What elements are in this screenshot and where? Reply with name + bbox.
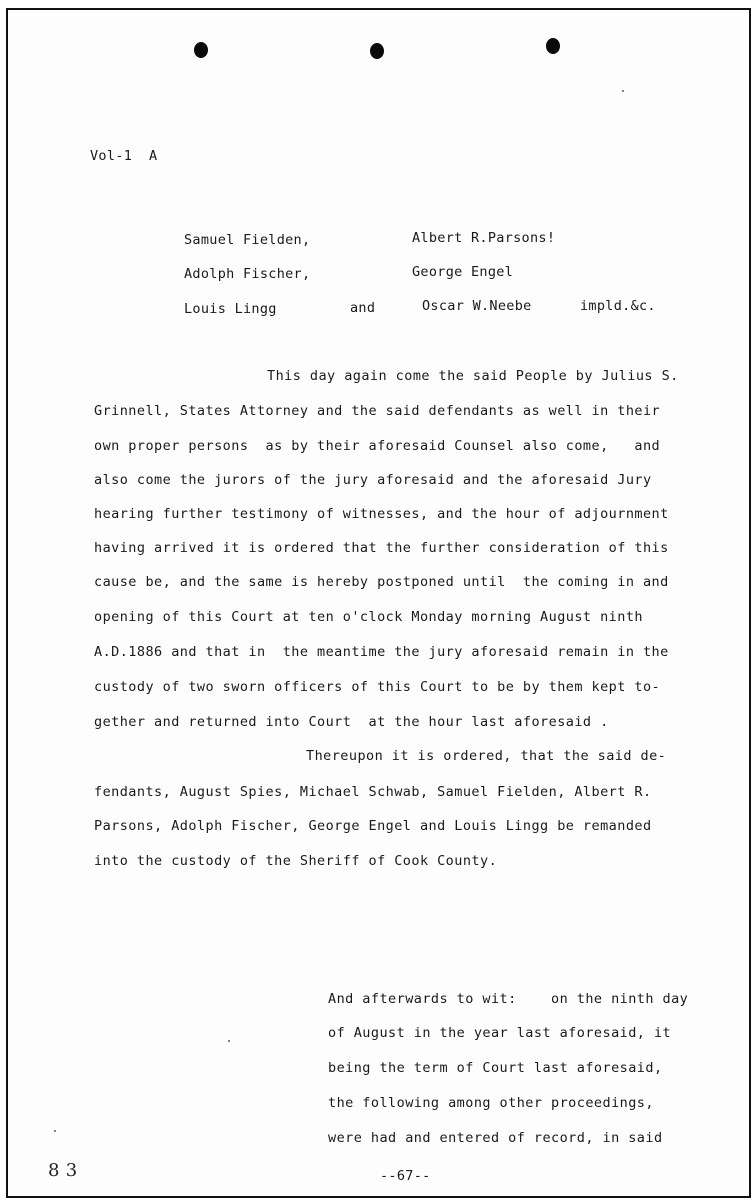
text-line: A.D.1886 and that in the meantime the jury aforesaid remain in the <box>94 644 669 660</box>
text-line: This day again come the said People by Julius S. <box>267 368 679 384</box>
party-right-1: Albert R.Parsons! <box>412 230 556 246</box>
text-line: And afterwards to wit: on the ninth day <box>328 991 689 1007</box>
text-line: of August in the year last aforesaid, it <box>328 1025 672 1041</box>
text-line: also come the jurors of the jury aforesaid and the aforesaid Jury <box>94 472 652 488</box>
party-left-1: Samuel Fielden, <box>184 232 311 248</box>
text-line: Parsons, Adolph Fischer, George Engel and Louis Lingg be remanded <box>94 818 652 834</box>
text-line: having arrived it is ordered that the further consideration of this <box>94 540 669 556</box>
speck <box>228 1040 230 1042</box>
punch-hole <box>194 42 208 58</box>
text-line: opening of this Court at ten o'clock Monday morning August ninth <box>94 609 643 625</box>
text-line: being the term of Court last aforesaid, <box>328 1060 663 1076</box>
speck <box>54 1130 56 1132</box>
party-left-2: Adolph Fischer, <box>184 266 311 282</box>
text-line: hearing further testimony of witnesses, and the hour of adjournment <box>94 506 669 522</box>
text-line: fendants, August Spies, Michael Schwab, Samuel Fielden, Albert R. <box>94 784 652 800</box>
punch-hole <box>370 43 384 59</box>
speck <box>622 90 624 92</box>
text-line: Thereupon it is ordered, that the said de- <box>306 748 667 764</box>
text-line: were had and entered of record, in said <box>328 1130 663 1146</box>
text-line: the following among other proceedings, <box>328 1095 654 1111</box>
text-line: custody of two sworn officers of this Court to be by them kept to- <box>94 679 661 695</box>
text-line: cause be, and the same is hereby postponed until the coming in and <box>94 574 669 590</box>
text-line: gether and returned into Court at the hour last aforesaid . <box>94 714 609 730</box>
party-right-3: Oscar W.Neebe <box>422 298 532 314</box>
text-line: Grinnell, States Attorney and the said defendants as well in their <box>94 403 661 419</box>
volume-label: Vol-1 A <box>90 148 158 164</box>
punch-hole <box>546 38 560 54</box>
party-suffix: impld.&c. <box>580 298 656 314</box>
party-left-3: Louis Lingg <box>184 301 277 317</box>
margin-handwritten-number: 8 3 <box>48 1160 78 1181</box>
page-number: --67-- <box>380 1168 431 1184</box>
document-page <box>6 8 751 1198</box>
party-connector: and <box>350 300 376 316</box>
text-line: own proper persons as by their aforesaid Counsel also come, and <box>94 438 661 454</box>
text-line: into the custody of the Sheriff of Cook County. <box>94 853 498 869</box>
party-right-2: George Engel <box>412 264 514 280</box>
